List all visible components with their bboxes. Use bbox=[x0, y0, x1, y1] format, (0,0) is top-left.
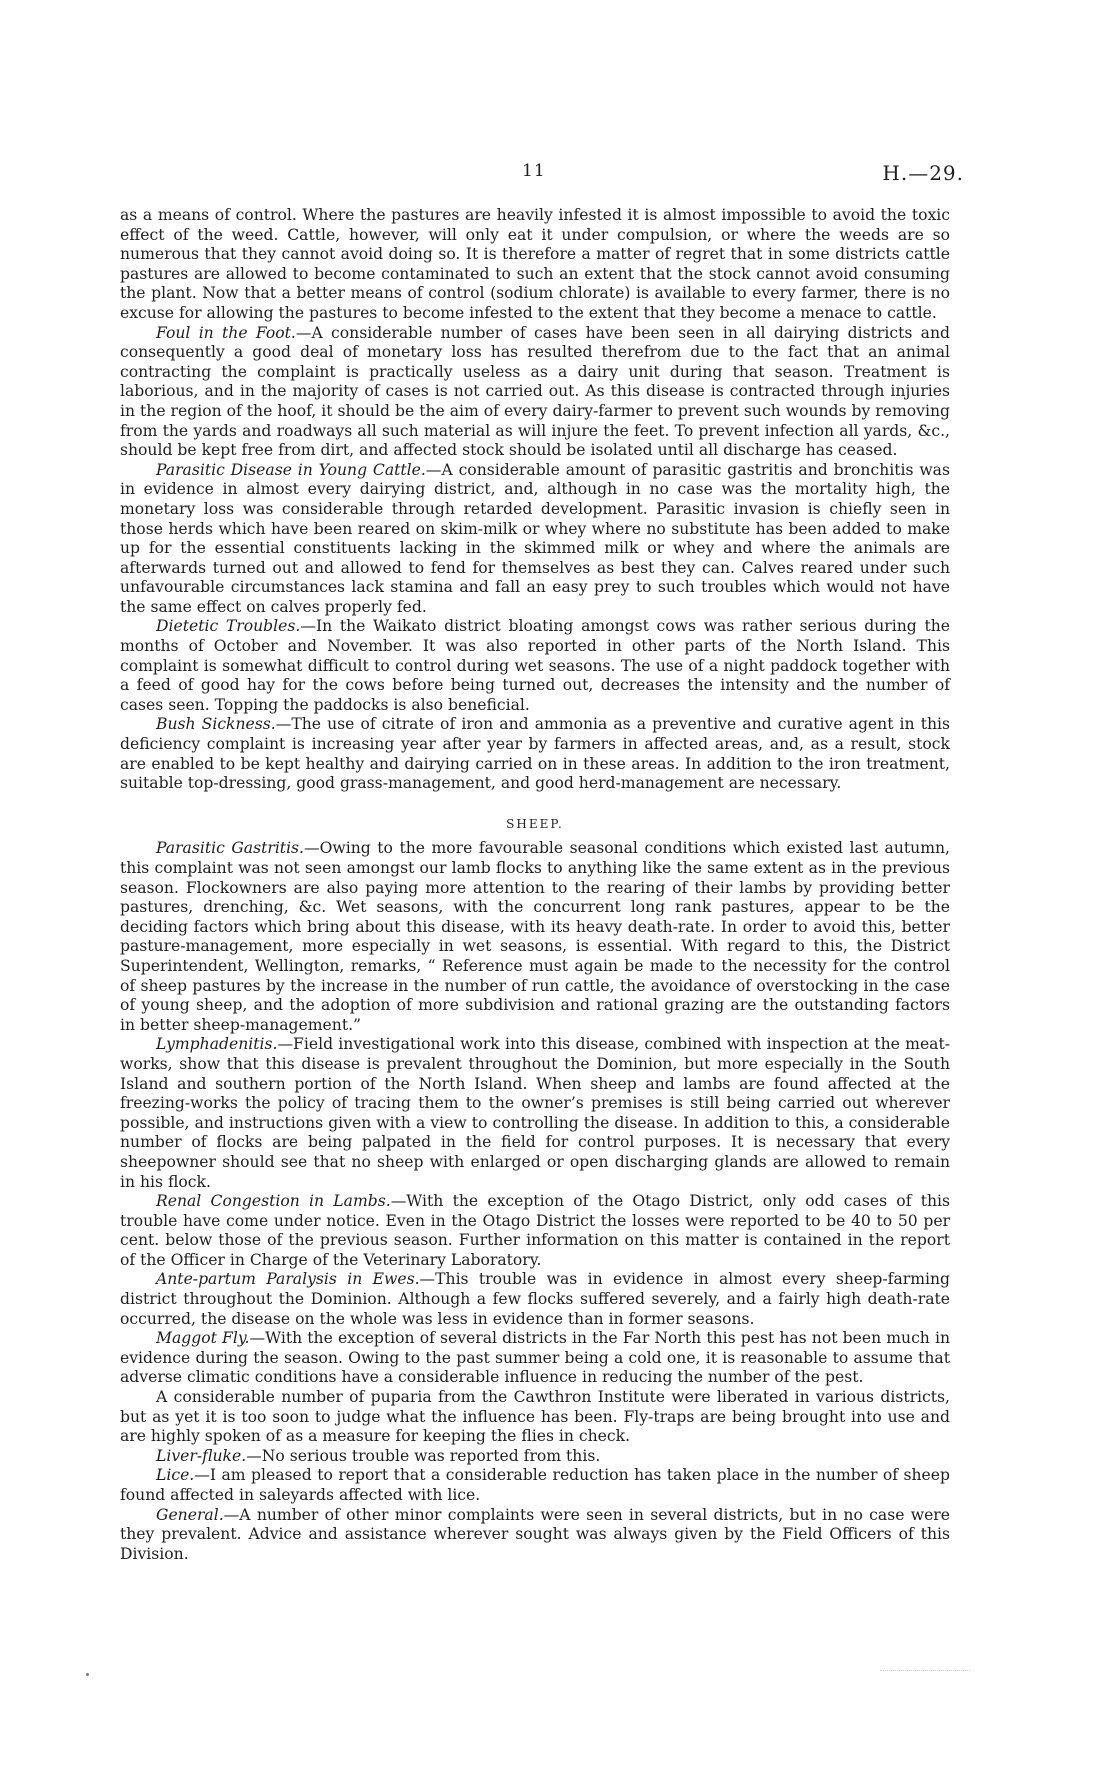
paragraph-title: General. bbox=[156, 1505, 224, 1524]
continued-paragraph: as a means of control. Where the pastures are heavily infested it is almost impossible to avoid the toxic effect of the weed. Cattle, however, will only eat it under compulsion, or where the weeds are so numerous that they cannot avoid doing so. It is therefore a matter of regret that in some districts cattle pastures are allowed to become contaminated to such an extent that the stock cannot avoid consuming the plant. Now that a better means of control (sodium chlorate) is available to every farmer, there is no excuse for allowing the pastures to become infested to the extent that they become a menace to cattle. bbox=[120, 206, 950, 322]
paragraph-lice bbox=[120, 1466, 950, 1505]
paragraph-parasitic-disease-young-cattle bbox=[120, 461, 950, 618]
paragraph-puparia bbox=[120, 1388, 950, 1447]
scan-speck bbox=[86, 1673, 89, 1676]
paragraph-title: Parasitic Disease in Young Cattle. bbox=[156, 460, 426, 479]
section-heading-sheep: SHEEP. bbox=[506, 816, 564, 831]
paragraph-maggot-fly bbox=[120, 1329, 950, 1388]
paragraph-text: —I am pleased to report that a considerable reduction has taken place in the number of sheep found affected in saleyards affected with lice. bbox=[120, 1466, 950, 1504]
paragraph-text: —A considerable amount of parasitic gastritis and bronchitis was in evidence in almost every dairying district, and, although in no case was the mortality high, the monetary loss was considerable through retarded development. Parasitic invasion is chiefly seen in those herds which have been reared on skim-milk or whey where no substitute has been added to make up for the essential constituents lacking in the skimmed milk or whey and where the animals are afterwards turned out and allowed to fend for themselves as best they can. Calves reared under such unfavourable circumstances lack stamina and fall an easy prey to such troubles which would not have the same effect on calves properly fed. bbox=[120, 460, 950, 616]
paragraph-bush-sickness bbox=[120, 715, 950, 793]
paragraph-lymphadenitis bbox=[120, 1035, 950, 1192]
report-body bbox=[120, 206, 950, 1564]
paragraph-general bbox=[120, 1506, 950, 1565]
paragraph-text: —Field investigational work into this disease, combined with inspection at the meat-works, show that this disease is prevalent throughout the Dominion, but more especially in the South Island and southern portion of the North Island. When sheep and lambs are found affected at the freezing-works the policy of tracing them to the owner’s premises is still being carried out wherever possible, and instructions given with a view to controlling the disease. In addition to this, a considerable number of flocks are being palpated in the field for control purposes. It is necessary that every sheepowner should see that no sheep with enlarged or open discharging glands are allowed to remain in his flock. bbox=[120, 1035, 950, 1191]
document-reference: H.—29. bbox=[882, 161, 964, 185]
paragraph-title: Ante-partum Paralysis in Ewes. bbox=[156, 1270, 420, 1289]
paragraph-title: Liver-fluke. bbox=[156, 1446, 247, 1465]
paragraph-text: A considerable number of puparia from the Cawthron Institute were liberated in various districts, but as yet it is too soon to judge what the influence has been. Fly-traps are being brought into use and are highly spoken of as a measure for keeping the flies in check. bbox=[120, 1388, 950, 1446]
paragraph-text: —A considerable number of cases have been seen in all dairying districts and consequently a good deal of monetary loss has resulted therefrom due to the fact that an animal contracting the complaint is practically useless as a dairy unit during that season. Treatment is laborious, and in the majority of cases is not carried out. As this disease is contracted through injuries in the region of the hoof, it should be the aim of every dairy-farmer to prevent such wounds by removing from the yards and roadways all such material as will injure the feet. To prevent infection all yards, &c., should be kept free from dirt, and affected stock should be isolated until all discharge has ceased. bbox=[120, 323, 950, 460]
paragraph-title: Lymphadenitis. bbox=[156, 1035, 278, 1054]
paragraph-title: Parasitic Gastritis. bbox=[156, 839, 305, 858]
paragraph-text: —Owing to the more favourable seasonal conditions which existed last autumn, this complaint was not seen amongst our lamb flocks to anything like the same extent as in the previous season. Flockowners are also paying more attention to the rearing of their lambs by providing better pastures, drenching, &c. Wet seasons, with the concurrent long rank pastures, appear to be the deciding factors which bring about this disease, with its heavy death-rate. In order to avoid this, better pasture-management, more especially in wet seasons, is essential. With regard to this, the District Superintendent, Wellington, remarks, “ Reference must again be made to the necessity for the control of sheep pastures by the increase in the number of run cattle, the avoidance of overstocking in the case of young sheep, and the adoption of more subdivision and rational grazing are the outstanding factors in better sheep-management.” bbox=[120, 839, 950, 1034]
paragraph-parasitic-gastritis bbox=[120, 839, 950, 1035]
paragraph-dietetic-troubles bbox=[120, 617, 950, 715]
paragraph-text: —A number of other minor complaints were seen in several districts, but in no case were they prevalent. Advice and assistance wherever sought was always given by the Field Officers of this Division. bbox=[120, 1505, 950, 1563]
paragraph-text: —This trouble was in evidence in almost every sheep-farming district throughout the Dominion. Although a few flocks suffered severely, and a fairly high death-rate occurred, the disease on the whole was less in evidence than in former seasons. bbox=[120, 1270, 950, 1328]
paragraph-text: —No serious trouble was reported from this. bbox=[246, 1446, 601, 1465]
paragraph-title: Renal Congestion in Lambs. bbox=[156, 1192, 391, 1211]
paragraph-renal-congestion bbox=[120, 1192, 950, 1270]
paragraph-text: —The use of citrate of iron and ammonia as a preventive and curative agent in this deficiency complaint is increasing year after year by farmers in affected areas, and, as a result, stock are enabled to be kept healthy and dairying carried on in these areas. In addition to the iron treatment, suitable top-dressing, good grass-management, and good herd-management are necessary. bbox=[120, 715, 950, 793]
paragraph-title: Lice. bbox=[156, 1466, 195, 1485]
paragraph-ante-partum-paralysis bbox=[120, 1270, 950, 1329]
page-number: 11 bbox=[522, 161, 546, 181]
paragraph-text: —In the Waikato district bloating amongst cows was rather serious during the months of October and November. It was also reported in other parts of the North Island. This complaint is somewhat difficult to control during wet seasons. The use of a night paddock together with a feed of good hay for the cows before being turned out, decreases the intensity and the number of cases seen. Topping the paddocks is also beneficial. bbox=[120, 617, 950, 714]
paragraph-title: Foul in the Foot. bbox=[156, 323, 296, 342]
page-header bbox=[0, 161, 1114, 185]
paragraph-liver-fluke bbox=[120, 1447, 950, 1467]
scan-smudge bbox=[880, 1670, 970, 1675]
paragraph-title: Maggot Fly. bbox=[156, 1329, 250, 1348]
paragraph-text: —With the exception of several districts in the Far North this pest has not been much in evidence during the season. Owing to the past summer being a cold one, it is reasonable to assume that adverse climatic conditions have a considerable influence in reducing the number of the pest. bbox=[120, 1329, 950, 1387]
paragraph-title: Bush Sickness. bbox=[156, 715, 276, 734]
paragraph-title: Dietetic Troubles. bbox=[156, 617, 301, 636]
paragraph-foul-in-the-foot bbox=[120, 324, 950, 461]
paragraph-text: —With the exception of the Otago District, only odd cases of this trouble have come under notice. Even in the Otago District the losses were reported to be 40 to 50 per cent. below those of the previous season. Further information on this matter is contained in the report of the Officer in Charge of the Veterinary Laboratory. bbox=[120, 1192, 951, 1269]
